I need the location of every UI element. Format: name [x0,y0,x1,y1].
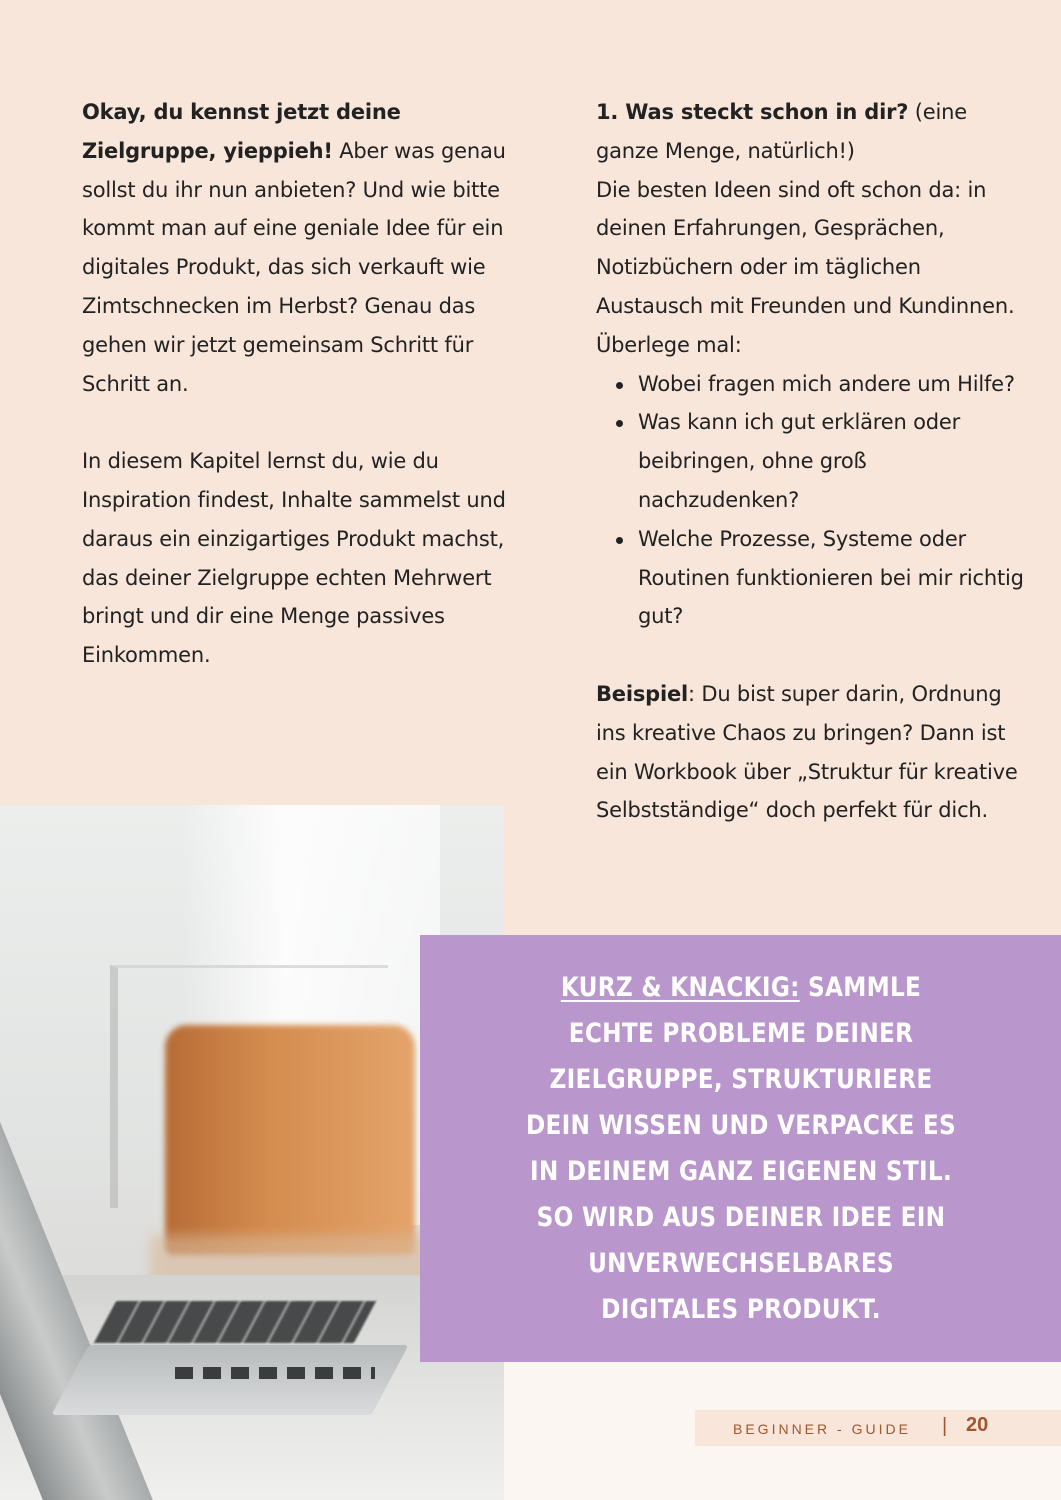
list-item: Wobei fragen mich andere um Hilfe? [638,365,1026,404]
intro-text: Aber was genau sollst du ihr nun anbieten? Und wie bitte kommt man auf eine geniale Idee für ein digitales Produkt, das sich verkauft wie Zimtschnecken im Herbst? Genau das gehen wir jetzt gemeinsam Schritt für Schritt an. [82,138,506,396]
section-heading-text: (eine ganze Menge, natürlich!) [596,100,967,163]
intro-paragraph [82,93,512,403]
summary-text [517,965,964,1333]
section-heading-bold: 1. Was steckt schon in dir? [596,100,909,124]
example-paragraph [596,675,1026,830]
right-column [596,93,1026,830]
section-heading [596,93,1026,171]
left-column [82,93,512,675]
summary-lead: KURZ & KNACKIG: [560,971,800,1003]
question-list [596,365,1026,637]
guide-label: BEGINNER - GUIDE [733,1421,911,1437]
example-label: Beispiel [596,681,689,706]
footer-separator: | [942,1415,948,1437]
page-number: 20 [966,1414,989,1436]
list-item: Was kann ich gut erklären oder beibringen, ohne groß nachzudenken? [638,403,1026,519]
section-intro: Die besten Ideen sind oft schon da: in deinen Erfahrungen, Gesprächen, Notizbüchern oder im täglichen Austausch mit Freunden und Kundinnen. Überlege mal: [596,177,1015,357]
example-text: : Du bist super darin, Ordnung ins kreative Chaos zu bringen? Dann ist ein Workbook über „Struktur für kreative Selbstständige“ doch perfekt für dich. [596,681,1018,823]
list-item: Welche Prozesse, Systeme oder Routinen funktionieren bei mir richtig gut? [638,520,1026,636]
summary-callout [420,935,1061,1362]
chapter-paragraph: In diesem Kapitel lernst du, wie du Inspiration findest, Inhalte sammelst und daraus ein einzigartiges Produkt machst, das deiner Zielgruppe echten Mehrwert bringt und dir eine Menge passives Einkommen. [82,449,506,668]
summary-body: SAMMLE ECHTE PROBLEME DEINER ZIELGRUPPE, STRUKTURIERE DEIN WISSEN UND VERPACKE ES IN DEINEM GANZ EIGENEN STIL. SO WIRD AUS DEINER IDEE EIN UNVERWECHSELBARES DIGITALES PRODUKT. [525,971,956,1325]
intro-bold: Okay, du kennst jetzt deine Zielgruppe, yieppieh! [82,100,401,163]
